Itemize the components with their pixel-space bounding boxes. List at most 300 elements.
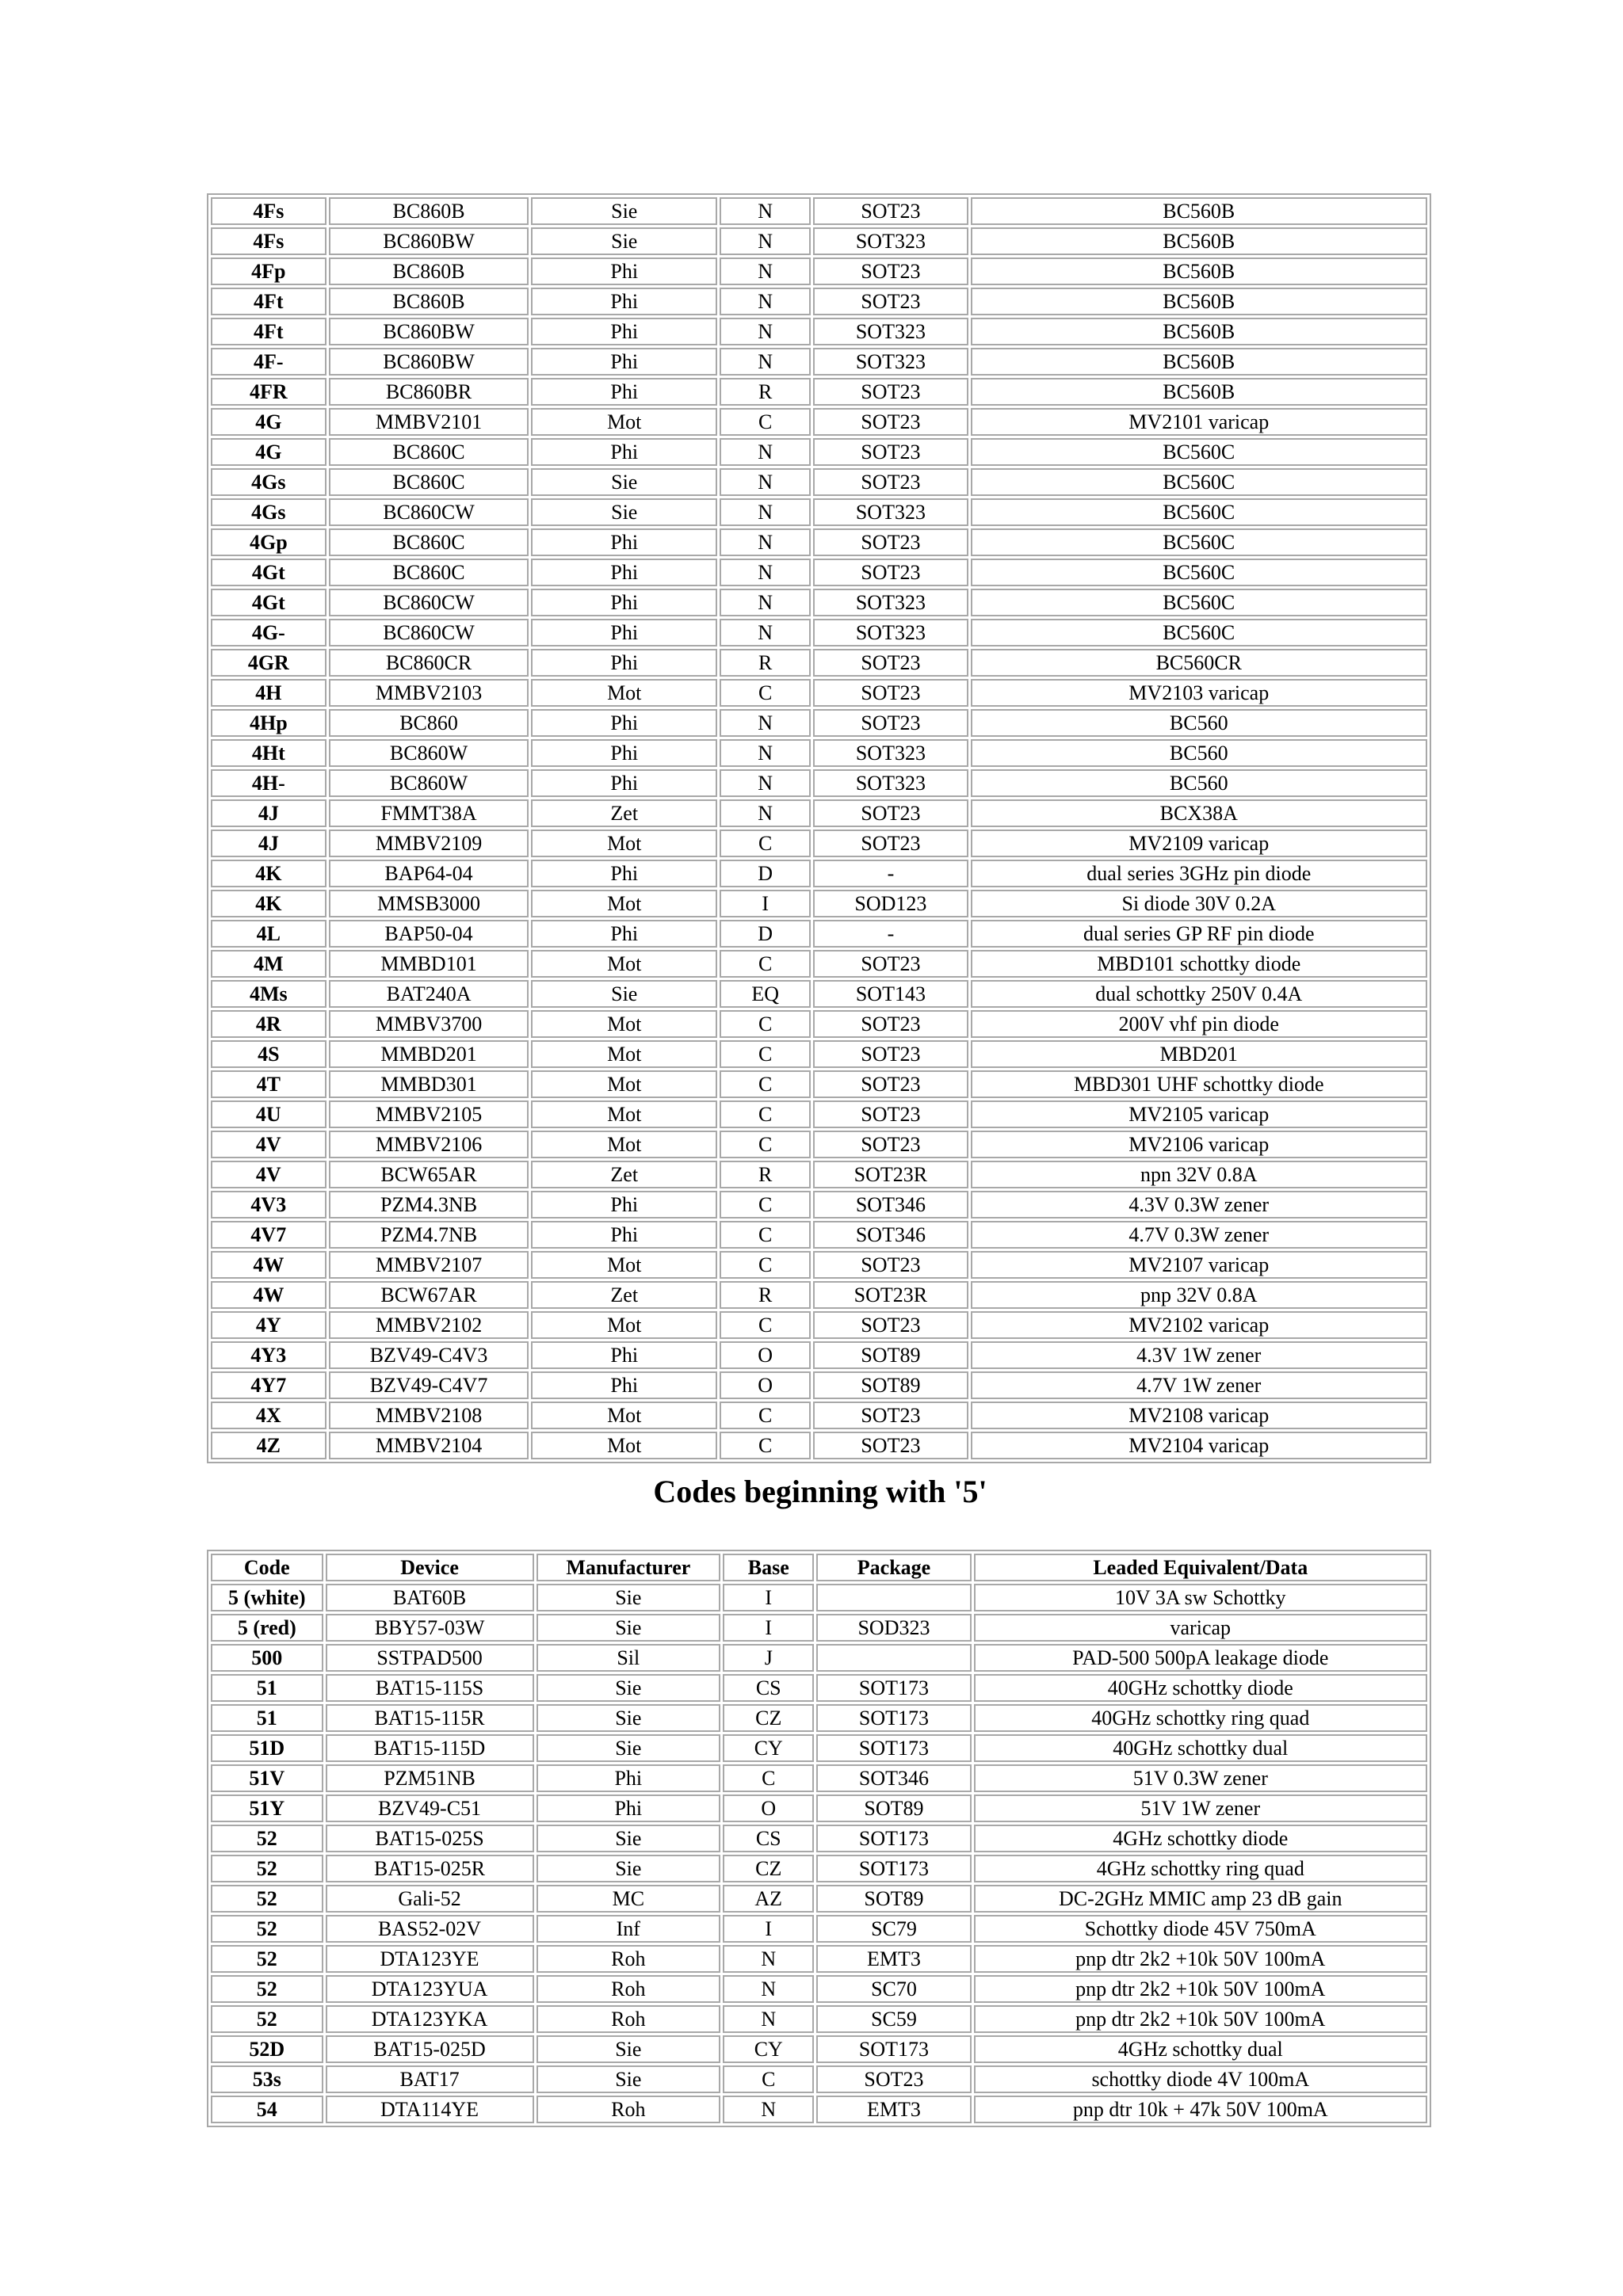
cell-base: CY (723, 2035, 814, 2063)
cell-manufacturer: Roh (537, 1975, 721, 2003)
cell-leaded-equivalent: dual series GP RF pin diode (971, 920, 1428, 948)
cell-package: SOT173 (816, 1855, 971, 1882)
table-row (211, 1371, 1427, 1399)
cell-package: SOT173 (816, 1825, 971, 1852)
cell-manufacturer: Phi (531, 1191, 717, 1219)
cell-base: N (723, 1975, 814, 2003)
cell-manufacturer: Mot (531, 950, 717, 978)
cell-package: SOT23 (813, 378, 968, 406)
codes-table-4 (207, 193, 1431, 1463)
cell-leaded-equivalent: 4GHz schottky ring quad (974, 1855, 1427, 1882)
cell-manufacturer: Phi (531, 257, 717, 285)
cell-base: C (720, 1251, 811, 1279)
table-row (211, 1070, 1427, 1098)
cell-package: - (813, 860, 968, 887)
table-row (211, 649, 1427, 677)
cell-package: SOT23 (813, 1070, 968, 1098)
cell-device: BAT60B (326, 1584, 534, 1611)
cell-manufacturer: Sie (537, 1584, 721, 1611)
cell-leaded-equivalent: 4.7V 0.3W zener (971, 1221, 1428, 1249)
cell-leaded-equivalent: 51V 1W zener (974, 1794, 1427, 1822)
cell-leaded-equivalent: pnp dtr 2k2 +10k 50V 100mA (974, 2005, 1427, 2033)
cell-manufacturer: Phi (531, 709, 717, 737)
cell-package: SC79 (816, 1915, 971, 1943)
cell-leaded-equivalent: BC560B (971, 227, 1428, 255)
cell-base: CS (723, 1674, 814, 1702)
cell-base: N (723, 2096, 814, 2123)
cell-device: MMBD301 (329, 1070, 529, 1098)
cell-package: SOT23 (813, 1432, 968, 1459)
cell-leaded-equivalent: BC560B (971, 288, 1428, 315)
cell-device: BC860W (329, 739, 529, 767)
cell-code: 4Y7 (211, 1371, 327, 1399)
table-row (211, 2005, 1427, 2033)
cell-code: 4K (211, 860, 327, 887)
cell-manufacturer: Phi (531, 288, 717, 315)
cell-manufacturer: Roh (537, 2096, 721, 2123)
cell-manufacturer: Phi (531, 1341, 717, 1369)
cell-base: R (720, 378, 811, 406)
cell-device: BAT15-115D (326, 1734, 534, 1762)
cell-device: MMBV2109 (329, 830, 529, 857)
cell-leaded-equivalent: BC560B (971, 257, 1428, 285)
cell-leaded-equivalent: MV2105 varicap (971, 1100, 1428, 1128)
cell-leaded-equivalent: pnp dtr 2k2 +10k 50V 100mA (974, 1975, 1427, 2003)
cell-code: 51Y (211, 1794, 323, 1822)
table-row (211, 1945, 1427, 1973)
cell-device: PZM51NB (326, 1764, 534, 1792)
cell-manufacturer: Phi (537, 1764, 721, 1792)
cell-manufacturer: Mot (531, 830, 717, 857)
table-row (211, 227, 1427, 255)
cell-manufacturer: Sie (537, 1674, 721, 1702)
cell-code: 5 (red) (211, 1614, 323, 1642)
section-heading: Codes beginning with '5' (653, 1474, 987, 1509)
cell-manufacturer: Sie (537, 1704, 721, 1732)
cell-leaded-equivalent: BC560C (971, 528, 1428, 556)
cell-code: 4Gs (211, 498, 327, 526)
table-row (211, 1584, 1427, 1611)
cell-leaded-equivalent: DC-2GHz MMIC amp 23 dB gain (974, 1885, 1427, 1913)
cell-package: SOT23 (813, 1402, 968, 1429)
cell-leaded-equivalent: MV2107 varicap (971, 1251, 1428, 1279)
cell-leaded-equivalent: MBD301 UHF schottky diode (971, 1070, 1428, 1098)
cell-code: 4M (211, 950, 327, 978)
cell-leaded-equivalent: schottky diode 4V 100mA (974, 2065, 1427, 2093)
cell-leaded-equivalent: 40GHz schottky diode (974, 1674, 1427, 1702)
cell-leaded-equivalent: MV2101 varicap (971, 408, 1428, 436)
cell-package: SOT23 (813, 1100, 968, 1128)
cell-manufacturer: Mot (531, 1040, 717, 1068)
cell-base: N (723, 2005, 814, 2033)
cell-leaded-equivalent: Si diode 30V 0.2A (971, 890, 1428, 917)
cell-manufacturer: Phi (531, 589, 717, 616)
cell-code: 4Y (211, 1311, 327, 1339)
table-row (211, 920, 1427, 948)
cell-manufacturer: Sie (531, 468, 717, 496)
cell-device: BC860C (329, 559, 529, 586)
table-row (211, 528, 1427, 556)
cell-leaded-equivalent: BC560CR (971, 649, 1428, 677)
table-row (211, 1734, 1427, 1762)
cell-base: C (720, 1100, 811, 1128)
cell-code: 4X (211, 1402, 327, 1429)
cell-manufacturer: Phi (531, 619, 717, 646)
cell-device: BAP50-04 (329, 920, 529, 948)
cell-manufacturer: Mot (531, 1251, 717, 1279)
cell-leaded-equivalent: BC560B (971, 318, 1428, 345)
cell-device: BC860BW (329, 348, 529, 376)
table-row (211, 860, 1427, 887)
cell-code: 4G (211, 438, 327, 466)
cell-base: J (723, 1644, 814, 1672)
table-row (211, 318, 1427, 345)
cell-code: 4Gp (211, 528, 327, 556)
table-row (211, 1100, 1427, 1128)
cell-leaded-equivalent: 4GHz schottky dual (974, 2035, 1427, 2063)
table-row (211, 830, 1427, 857)
cell-leaded-equivalent: PAD-500 500pA leakage diode (974, 1644, 1427, 1672)
cell-manufacturer: Mot (531, 1402, 717, 1429)
cell-package: SOT23 (813, 1010, 968, 1038)
cell-manufacturer: Inf (537, 1915, 721, 1943)
cell-code: 4Y3 (211, 1341, 327, 1369)
cell-package: SOT89 (816, 1794, 971, 1822)
cell-leaded-equivalent: MBD101 schottky diode (971, 950, 1428, 978)
table-row (211, 709, 1427, 737)
table-row (211, 1885, 1427, 1913)
cell-code: 52 (211, 1915, 323, 1943)
cell-manufacturer: Phi (531, 438, 717, 466)
cell-code: 4Gt (211, 589, 327, 616)
cell-package: SOT23 (813, 1311, 968, 1339)
cell-base: C (720, 1432, 811, 1459)
cell-leaded-equivalent: Schottky diode 45V 750mA (974, 1915, 1427, 1943)
cell-device: BAP64-04 (329, 860, 529, 887)
cell-package: SOT23R (813, 1161, 968, 1188)
cell-package: SOT23 (813, 709, 968, 737)
cell-leaded-equivalent: 4GHz schottky diode (974, 1825, 1427, 1852)
table-row (211, 498, 1427, 526)
cell-manufacturer: Phi (531, 378, 717, 406)
cell-base: I (723, 1584, 814, 1611)
cell-device: BAT15-025S (326, 1825, 534, 1852)
cell-manufacturer: Sie (531, 498, 717, 526)
table-row (211, 1704, 1427, 1732)
cell-manufacturer: Mot (531, 1070, 717, 1098)
table-row (211, 1010, 1427, 1038)
cell-code: 4L (211, 920, 327, 948)
cell-base: O (723, 1794, 814, 1822)
cell-device: MMBV2107 (329, 1251, 529, 1279)
cell-device: PZM4.7NB (329, 1221, 529, 1249)
table-row (211, 1341, 1427, 1369)
cell-manufacturer: Sie (531, 980, 717, 1008)
cell-device: BAT17 (326, 2065, 534, 2093)
cell-leaded-equivalent: 10V 3A sw Schottky (974, 1584, 1427, 1611)
codes-table-5 (207, 1550, 1431, 2127)
cell-package: SOT23 (813, 1251, 968, 1279)
cell-leaded-equivalent: 51V 0.3W zener (974, 1764, 1427, 1792)
cell-code: 52 (211, 1855, 323, 1882)
cell-code: 52 (211, 2005, 323, 2033)
cell-package: SOT23 (813, 1040, 968, 1068)
cell-manufacturer: Zet (531, 799, 717, 827)
cell-device: BC860B (329, 257, 529, 285)
cell-code: 4FR (211, 378, 327, 406)
table-row (211, 438, 1427, 466)
cell-device: BC860CW (329, 498, 529, 526)
cell-manufacturer: Zet (531, 1161, 717, 1188)
cell-code: 52 (211, 1945, 323, 1973)
cell-code: 4G (211, 408, 327, 436)
cell-code: 4Hp (211, 709, 327, 737)
cell-base: C (720, 1311, 811, 1339)
cell-package: SOT23 (816, 2065, 971, 2093)
header-package: Package (816, 1554, 971, 1581)
table-row (211, 468, 1427, 496)
cell-code: 52D (211, 2035, 323, 2063)
cell-package: SOT323 (813, 498, 968, 526)
cell-device: DTA123YE (326, 1945, 534, 1973)
cell-base: C (720, 1010, 811, 1038)
cell-code: 4G- (211, 619, 327, 646)
cell-manufacturer: Phi (531, 559, 717, 586)
header-manufacturer: Manufacturer (537, 1554, 721, 1581)
cell-base: C (720, 679, 811, 707)
cell-code: 54 (211, 2096, 323, 2123)
table-row (211, 1764, 1427, 1792)
table-row (211, 619, 1427, 646)
cell-device: BC860B (329, 288, 529, 315)
cell-code: 4Ht (211, 739, 327, 767)
cell-leaded-equivalent: 40GHz schottky ring quad (974, 1704, 1427, 1732)
cell-device: BCW65AR (329, 1161, 529, 1188)
cell-base: N (720, 589, 811, 616)
cell-package: SOT23 (813, 950, 968, 978)
cell-package: SOT323 (813, 769, 968, 797)
cell-manufacturer: Sie (537, 1855, 721, 1882)
cell-leaded-equivalent: BC560 (971, 769, 1428, 797)
cell-base: C (720, 1131, 811, 1158)
cell-package: SOT346 (813, 1221, 968, 1249)
cell-base: I (723, 1915, 814, 1943)
cell-device: BCW67AR (329, 1281, 529, 1309)
cell-package: SOT89 (813, 1371, 968, 1399)
cell-base: CS (723, 1825, 814, 1852)
cell-package: SOT23 (813, 528, 968, 556)
cell-manufacturer: Sie (531, 227, 717, 255)
cell-package: SOT346 (816, 1764, 971, 1792)
cell-base: EQ (720, 980, 811, 1008)
table-row (211, 1402, 1427, 1429)
cell-manufacturer: Phi (531, 318, 717, 345)
cell-leaded-equivalent: 4.3V 0.3W zener (971, 1191, 1428, 1219)
cell-package: SOT23R (813, 1281, 968, 1309)
table-row (211, 1251, 1427, 1279)
header-leaded-equivalent: Leaded Equivalent/Data (974, 1554, 1427, 1581)
cell-base: N (720, 197, 811, 225)
cell-device: BC860C (329, 468, 529, 496)
cell-package: SOT23 (813, 799, 968, 827)
cell-code: 4Gt (211, 559, 327, 586)
cell-base: C (720, 1191, 811, 1219)
cell-code: 4V (211, 1131, 327, 1158)
cell-code: 4Ft (211, 318, 327, 345)
cell-code: 4H (211, 679, 327, 707)
cell-manufacturer: Phi (531, 649, 717, 677)
cell-package: SOT23 (813, 468, 968, 496)
cell-leaded-equivalent: pnp dtr 2k2 +10k 50V 100mA (974, 1945, 1427, 1973)
cell-base: I (720, 890, 811, 917)
table-row (211, 1794, 1427, 1822)
cell-leaded-equivalent: BCX38A (971, 799, 1428, 827)
cell-code: 52 (211, 1885, 323, 1913)
cell-device: BC860CW (329, 589, 529, 616)
cell-base: C (723, 1764, 814, 1792)
table-header-row (211, 1554, 1427, 1581)
cell-manufacturer: Sil (537, 1644, 721, 1672)
cell-package: SC59 (816, 2005, 971, 2033)
cell-manufacturer: Phi (531, 739, 717, 767)
cell-package: SOT173 (816, 1734, 971, 1762)
header-base: Base (723, 1554, 814, 1581)
cell-device: BAT15-115S (326, 1674, 534, 1702)
cell-manufacturer: Sie (531, 197, 717, 225)
cell-leaded-equivalent: dual schottky 250V 0.4A (971, 980, 1428, 1008)
cell-device: BAS52-02V (326, 1915, 534, 1943)
cell-leaded-equivalent: BC560C (971, 498, 1428, 526)
cell-device: MMBV2106 (329, 1131, 529, 1158)
cell-code: 4V7 (211, 1221, 327, 1249)
cell-package: EMT3 (816, 1945, 971, 1973)
cell-leaded-equivalent: MV2104 varicap (971, 1432, 1428, 1459)
table-row (211, 378, 1427, 406)
table-row (211, 1311, 1427, 1339)
cell-leaded-equivalent: BC560B (971, 197, 1428, 225)
table-row (211, 739, 1427, 767)
cell-device: BC860C (329, 528, 529, 556)
cell-manufacturer: Phi (531, 1371, 717, 1399)
cell-leaded-equivalent: pnp dtr 10k + 47k 50V 100mA (974, 2096, 1427, 2123)
table-row (211, 1221, 1427, 1249)
table-row (211, 408, 1427, 436)
cell-code: 4W (211, 1251, 327, 1279)
cell-manufacturer: Mot (531, 1432, 717, 1459)
cell-base: C (720, 830, 811, 857)
cell-device: BC860CR (329, 649, 529, 677)
cell-code: 5 (white) (211, 1584, 323, 1611)
cell-code: 52 (211, 1975, 323, 2003)
cell-base: C (720, 1402, 811, 1429)
cell-code: 4W (211, 1281, 327, 1309)
cell-code: 4J (211, 830, 327, 857)
cell-manufacturer: Phi (531, 920, 717, 948)
cell-code: 4F- (211, 348, 327, 376)
cell-device: MMBD101 (329, 950, 529, 978)
cell-manufacturer: Mot (531, 1010, 717, 1038)
cell-package: SOT89 (813, 1341, 968, 1369)
cell-code: 4V (211, 1161, 327, 1188)
cell-manufacturer: Phi (537, 1794, 721, 1822)
cell-leaded-equivalent: BC560C (971, 589, 1428, 616)
cell-leaded-equivalent: MV2103 varicap (971, 679, 1428, 707)
table-row (211, 559, 1427, 586)
cell-device: MMBV2103 (329, 679, 529, 707)
cell-base: CY (723, 1734, 814, 1762)
cell-manufacturer: Phi (531, 528, 717, 556)
cell-manufacturer: Sie (537, 2035, 721, 2063)
cell-code: 4U (211, 1100, 327, 1128)
cell-leaded-equivalent: npn 32V 0.8A (971, 1161, 1428, 1188)
cell-package: SOT323 (813, 348, 968, 376)
cell-manufacturer: Phi (531, 1221, 717, 1249)
cell-code: 4Fp (211, 257, 327, 285)
table-row (211, 1432, 1427, 1459)
cell-code: 4GR (211, 649, 327, 677)
cell-device: BC860BW (329, 318, 529, 345)
cell-package: SOT173 (816, 1674, 971, 1702)
cell-base: N (720, 348, 811, 376)
cell-package: SOT323 (813, 318, 968, 345)
cell-device: BC860CW (329, 619, 529, 646)
cell-device: MMBV2108 (329, 1402, 529, 1429)
cell-device: BZV49-C51 (326, 1794, 534, 1822)
cell-leaded-equivalent: dual series 3GHz pin diode (971, 860, 1428, 887)
cell-base: N (720, 769, 811, 797)
cell-device: MMBD201 (329, 1040, 529, 1068)
cell-base: N (720, 799, 811, 827)
cell-base: N (720, 709, 811, 737)
cell-base: N (720, 438, 811, 466)
cell-leaded-equivalent: BC560C (971, 559, 1428, 586)
table-row (211, 288, 1427, 315)
cell-device: MMBV3700 (329, 1010, 529, 1038)
cell-base: C (720, 950, 811, 978)
cell-package: SOT173 (816, 2035, 971, 2063)
cell-package: SOT323 (813, 619, 968, 646)
cell-manufacturer: Roh (537, 1945, 721, 1973)
cell-package: SOT323 (813, 739, 968, 767)
cell-code: 4V3 (211, 1191, 327, 1219)
cell-base: R (720, 649, 811, 677)
cell-device: PZM4.3NB (329, 1191, 529, 1219)
cell-code: 51V (211, 1764, 323, 1792)
cell-base: CZ (723, 1855, 814, 1882)
cell-device: MMBV2104 (329, 1432, 529, 1459)
cell-package: SOT143 (813, 980, 968, 1008)
cell-code: 51 (211, 1674, 323, 1702)
cell-manufacturer: Mot (531, 679, 717, 707)
cell-base: C (723, 2065, 814, 2093)
cell-base: N (720, 318, 811, 345)
cell-leaded-equivalent: 4.7V 1W zener (971, 1371, 1428, 1399)
cell-manufacturer: Phi (531, 860, 717, 887)
cell-package: SOT23 (813, 679, 968, 707)
cell-base: C (720, 1221, 811, 1249)
cell-code: 4Fs (211, 197, 327, 225)
cell-manufacturer: Sie (537, 1825, 721, 1852)
cell-base: R (720, 1281, 811, 1309)
table-row (211, 2065, 1427, 2093)
cell-manufacturer: Sie (537, 2065, 721, 2093)
cell-code: 4H- (211, 769, 327, 797)
cell-device: BZV49-C4V3 (329, 1341, 529, 1369)
cell-base: C (720, 1070, 811, 1098)
cell-base: D (720, 860, 811, 887)
table-row (211, 2096, 1427, 2123)
cell-package: SOD123 (813, 890, 968, 917)
